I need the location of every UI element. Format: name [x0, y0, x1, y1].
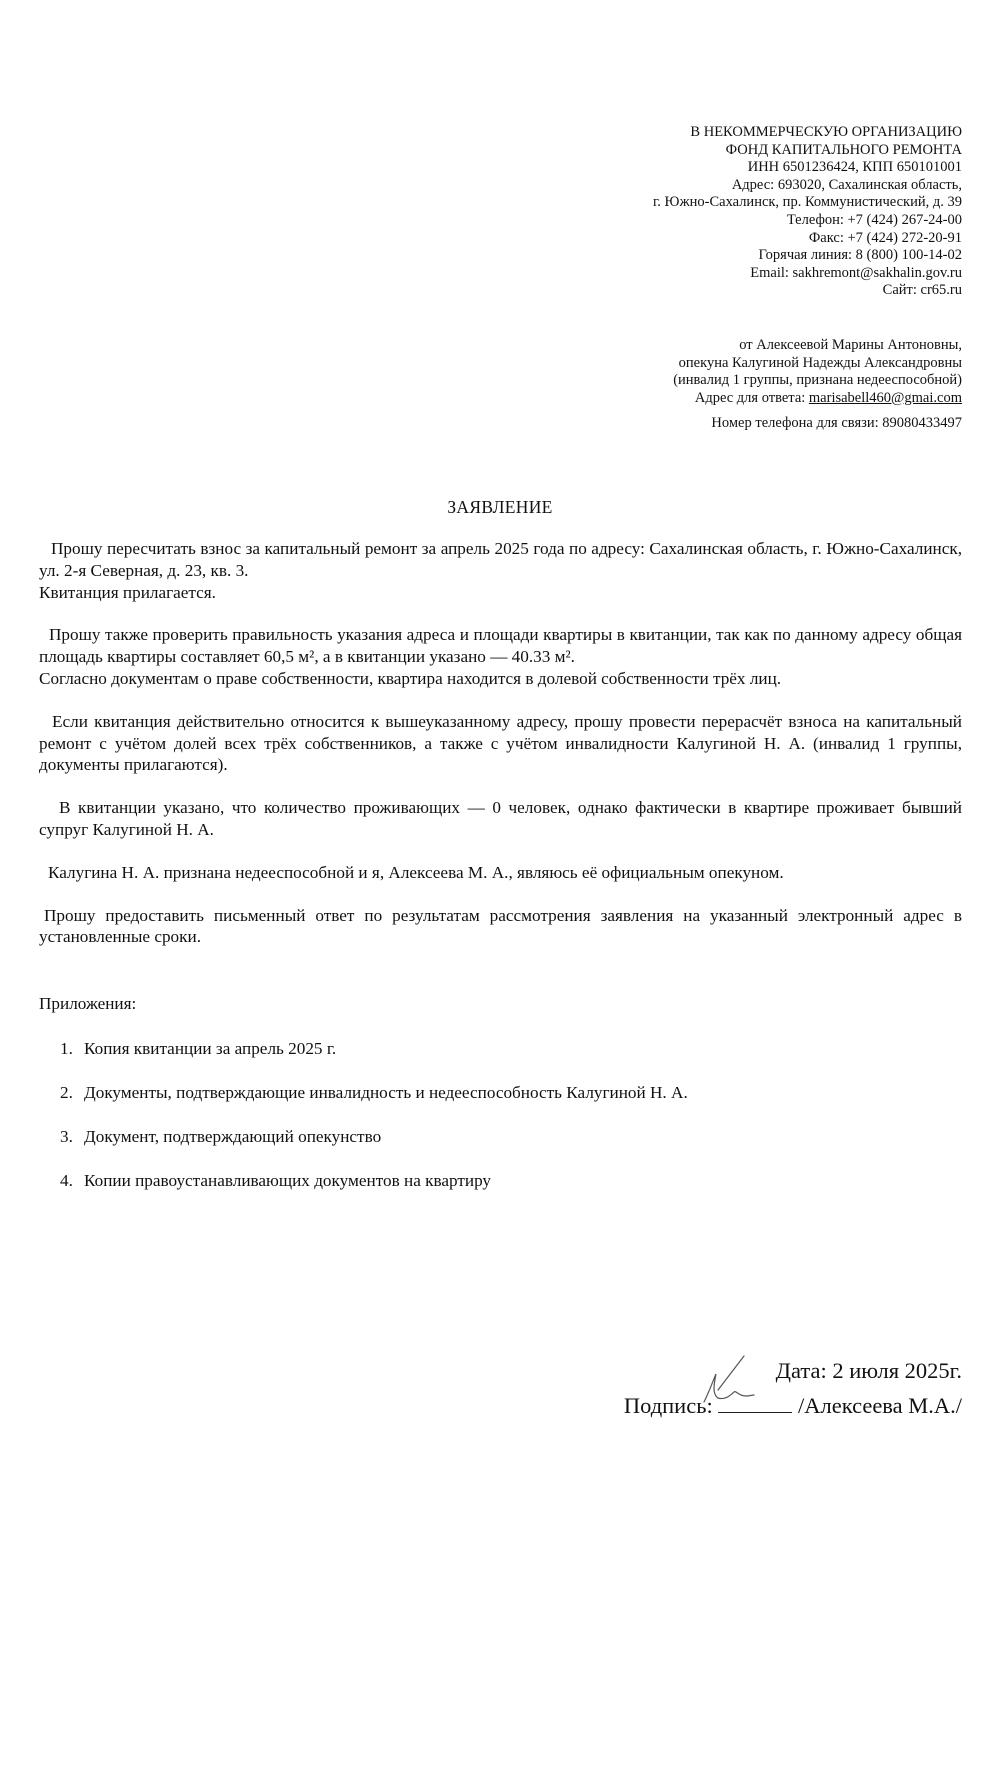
recipient-line: ФОНД КАПИТАЛЬНОГО РЕМОНТА: [725, 141, 962, 158]
paragraph-2: [39, 624, 962, 689]
signer-name: /Алексеева М.А./: [792, 1393, 962, 1418]
paragraph-6: Прошу предоставить письменный ответ по результатам рассмотрения заявления на указанный электронный адрес в установленные сроки.: [39, 905, 962, 947]
paragraph-text: Квитанция прилагается.: [39, 582, 216, 602]
paragraph-text: Прошу также проверить правильность указания адреса и площади квартиры в квитанции, так как по данному адресу общая площадь квартиры составляет 60,5 м², а в квитанции указано — 40.33 м².: [39, 625, 962, 667]
recipient-line: Горячая линия: 8 (800) 100-14-02: [758, 247, 962, 264]
recipient-line: Email: sakhremont@sakhalin.gov.ru: [750, 264, 962, 281]
list-item: [60, 1082, 688, 1126]
document-body: [39, 538, 962, 969]
list-item-number: 2.: [60, 1083, 73, 1102]
sender-address-label: Адрес для ответа:: [694, 389, 809, 406]
handwritten-signature: [696, 1352, 756, 1412]
document-title: ЗАЯВЛЕНИЕ: [447, 497, 553, 517]
list-item-text: Документы, подтверждающие инвалидность и недееспособность Калугиной Н. А.: [84, 1083, 688, 1102]
list-item-number: 3.: [60, 1127, 73, 1146]
recipient-line: Адрес: 693020, Сахалинская область,: [731, 176, 962, 193]
sender-note: (инвалид 1 группы, признана недееспособной): [673, 372, 962, 389]
attachments-title: Приложения:: [39, 994, 137, 1013]
list-item: [60, 1170, 688, 1214]
recipient-line: Сайт: cr65.ru: [882, 282, 962, 299]
sender-email: marisabell460@gmai.com: [808, 389, 962, 406]
list-item-number: 1.: [60, 1039, 73, 1058]
recipient-line: В НЕКОММЕРЧЕСКУЮ ОРГАНИЗАЦИЮ: [690, 124, 962, 140]
list-item-number: 4.: [60, 1171, 73, 1190]
recipient-line: ИНН 6501236424, КПП 650101001: [747, 159, 962, 176]
recipient-line: Факс: +7 (424) 272-20-91: [808, 229, 962, 246]
list-item-text: Документ, подтверждающий опекунство: [84, 1127, 382, 1146]
recipient-line: Телефон: +7 (424) 267-24-00: [786, 211, 962, 228]
paragraph-text: Согласно документам о праве собственности, квартира находится в долевой собственности трёх лиц.: [39, 668, 782, 688]
signature-label: Подпись:: [623, 1393, 719, 1418]
paragraph-3: Если квитанция действительно относится к вышеуказанному адресу, прошу провести перерасчёт взноса на капитальный ремонт с учётом долей всех трёх собственников, а также с учётом инвалидности Калугиной Н. А. (инвалид 1 группы, документы прилагаются).: [39, 711, 962, 775]
sender-name: от Алексеевой Марины Антоновны,: [739, 337, 962, 353]
paragraph-text: Прошу пересчитать взнос за капитальный ремонт за апрель 2025 года по адресу: Сахалинская область, г. Южно-Сахалинск, ул. 2-я Северная, д. 23, кв. 3.: [39, 539, 962, 580]
sender-role: опекуна Калугиной Надежды Александровны: [678, 354, 962, 371]
list-item: [60, 1038, 688, 1082]
list-item-text: Копии правоустанавливающих документов на квартиру: [84, 1171, 492, 1190]
recipient-block: [442, 124, 962, 300]
list-item: [60, 1126, 688, 1170]
paragraph-4: В квитанции указано, что количество проживающих — 0 человек, однако фактически в квартире проживает бывший супруг Калугиной Н. А.: [39, 798, 962, 839]
attachments-list: [60, 1038, 688, 1214]
sender-phone: Номер телефона для связи: 89080433497: [711, 415, 962, 432]
recipient-line: г. Южно-Сахалинск, пр. Коммунистический, д. 39: [652, 194, 962, 211]
sender-block: [442, 337, 962, 433]
list-item-text: Копия квитанции за апрель 2025 г.: [84, 1039, 337, 1058]
paragraph-5: Калугина Н. А. признана недееспособной и я, Алексеева М. А., являюсь её официальным опекуном.: [48, 862, 784, 882]
signature-date: Дата: 2 июля 2025г.: [775, 1358, 962, 1383]
sender-address: [442, 390, 962, 408]
paragraph-1: [39, 538, 962, 603]
